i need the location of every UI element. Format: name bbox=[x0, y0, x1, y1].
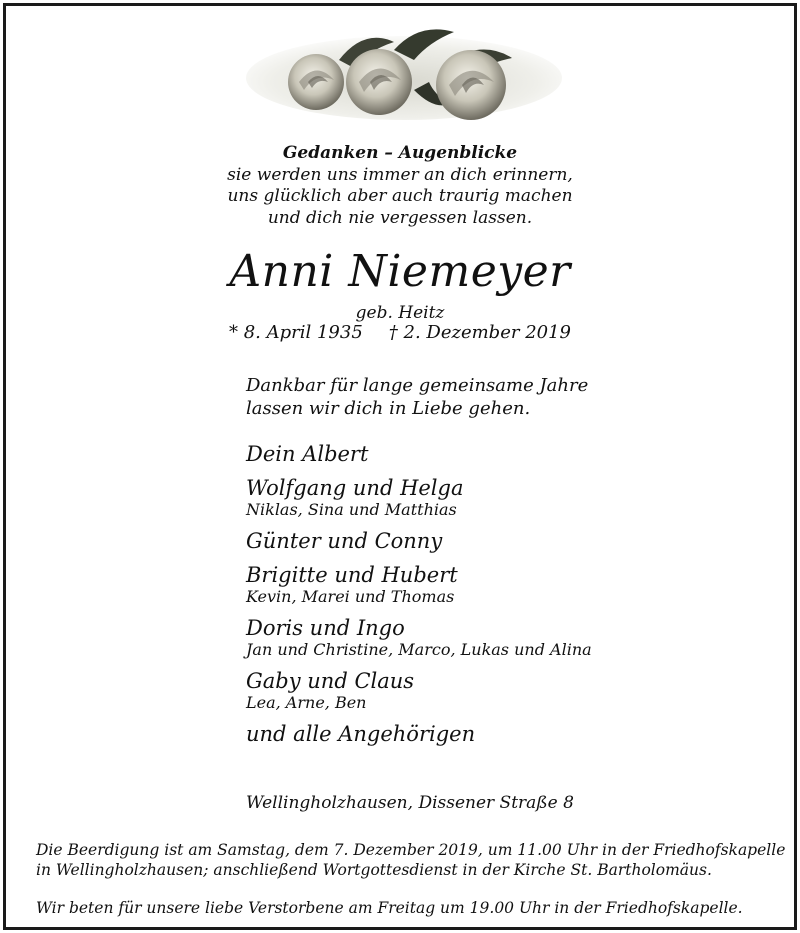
family-children: Kevin, Marei und Thomas bbox=[246, 587, 455, 606]
family-children: Jan und Christine, Marco, Lukas und Alina bbox=[246, 640, 592, 659]
family-name: Günter und Conny bbox=[246, 529, 443, 553]
family-children: Niklas, Sina und Matthias bbox=[246, 500, 457, 519]
death-date: † 2. Dezember 2019 bbox=[388, 322, 571, 343]
thanks-text bbox=[246, 374, 588, 420]
thanks-line: lassen wir dich in Liebe gehen. bbox=[246, 398, 531, 419]
poem-line: und dich nie vergessen lassen. bbox=[267, 207, 533, 228]
family-name: Wolfgang und Helga bbox=[246, 476, 464, 500]
family-children: Lea, Arne, Ben bbox=[246, 693, 367, 712]
thanks-line: Dankbar für lange gemeinsame Jahre bbox=[246, 375, 589, 396]
maiden-name: geb. Heitz bbox=[355, 303, 445, 323]
family-address: Wellingholzhausen, Dissener Straße 8 bbox=[246, 793, 574, 813]
family-list bbox=[246, 441, 592, 747]
poem-title: Gedanken – Augenblicke bbox=[282, 143, 518, 163]
obituary-frame bbox=[3, 3, 797, 930]
prayer-notice: Wir beten für unsere liebe Verstorbene am Freitag um 19.00 Uhr in der Friedhofskapelle. bbox=[36, 899, 743, 917]
family-name: Brigitte und Hubert bbox=[246, 563, 458, 587]
family-name: und alle Angehörigen bbox=[246, 722, 476, 746]
funeral-notice: Die Beerdigung ist am Samstag, dem 7. Dezember 2019, um 11.00 Uhr in der Friedhofskapelle in Wellingholzhausen; anschließend Wortgottesdienst in der Kirche St. Bartholomäus. bbox=[36, 841, 786, 879]
birth-date: * 8. April 1935 bbox=[228, 322, 363, 343]
family-name: Gaby und Claus bbox=[246, 669, 415, 693]
poem-line: uns glücklich aber auch traurig machen bbox=[227, 186, 573, 206]
family-name: Dein Albert bbox=[246, 442, 369, 466]
roses-icon bbox=[244, 20, 564, 120]
family-name: Doris und Ingo bbox=[246, 616, 405, 640]
deceased-name: Anni Niemeyer bbox=[229, 246, 571, 297]
life-dates bbox=[6, 322, 794, 344]
poem bbox=[6, 143, 794, 229]
poem-line: sie werden uns immer an dich erinnern, bbox=[227, 164, 573, 185]
